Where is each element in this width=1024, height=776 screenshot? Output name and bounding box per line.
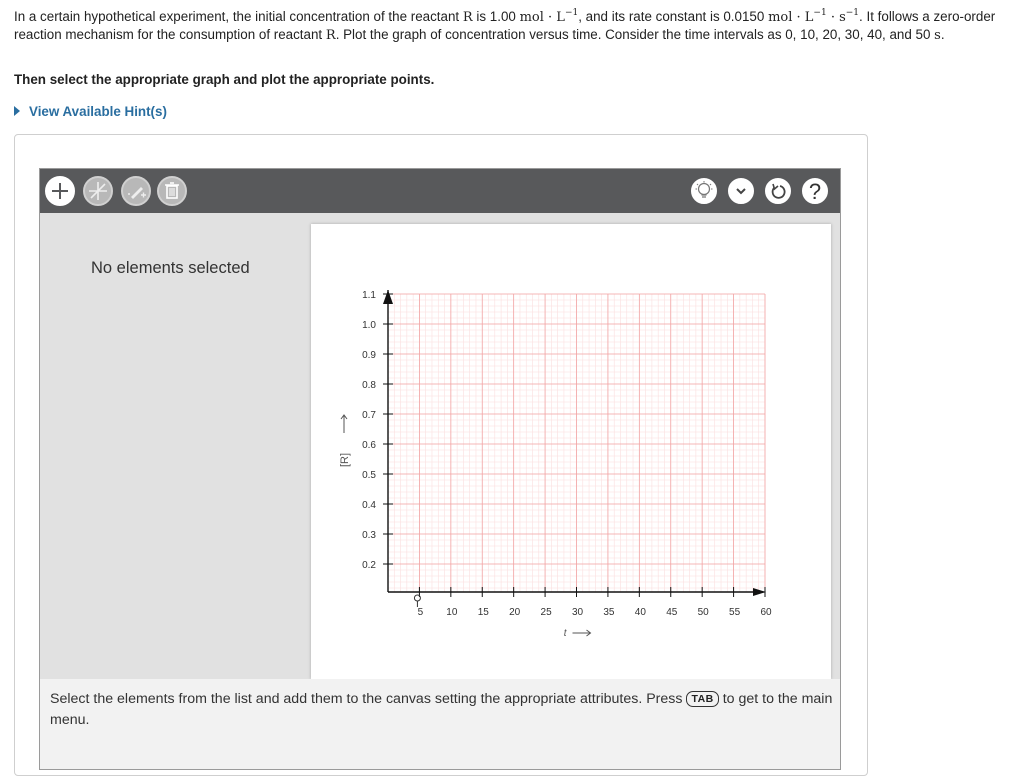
lightbulb-icon bbox=[691, 178, 717, 204]
origin-marker bbox=[414, 595, 420, 601]
y-axis-arrow bbox=[383, 290, 393, 304]
x-tick-label: 25 bbox=[540, 607, 552, 618]
x-tick-label: 15 bbox=[477, 607, 489, 618]
selection-status: No elements selected bbox=[91, 259, 250, 277]
y-tick-label: 0.2 bbox=[362, 560, 376, 571]
x-tick-label: 50 bbox=[697, 607, 709, 618]
x-tick-label: 5 bbox=[417, 607, 424, 618]
help-button[interactable] bbox=[800, 176, 830, 206]
x-tick-label: 60 bbox=[760, 607, 772, 618]
x-tick-label: 55 bbox=[729, 607, 741, 618]
instructions-footer: Select the elements from the list and add them to the canvas setting the appropriate attributes. Press TAB to get to the main menu. bbox=[40, 679, 840, 769]
plus-icon bbox=[47, 178, 73, 204]
x-tick-label: 35 bbox=[603, 607, 615, 618]
svg-text:?: ? bbox=[808, 179, 822, 204]
x-tick-label: 30 bbox=[571, 607, 584, 618]
graphing-tool bbox=[39, 168, 841, 770]
delete-button[interactable] bbox=[157, 176, 187, 206]
edit-button[interactable] bbox=[121, 176, 151, 206]
options-dropdown-button[interactable] bbox=[726, 176, 756, 206]
expand-triangle-icon bbox=[14, 106, 20, 116]
reset-button[interactable] bbox=[763, 176, 793, 206]
help-icon bbox=[802, 178, 828, 204]
x-tick-label: 20 bbox=[509, 607, 521, 618]
instruction-text: Then select the appropriate graph and plot the appropriate points. bbox=[14, 72, 435, 87]
concentration-time-chart[interactable] bbox=[311, 224, 831, 679]
chevron-down-icon bbox=[728, 178, 754, 204]
x-axis-label-arrow bbox=[573, 630, 591, 636]
reset-icon bbox=[765, 178, 791, 204]
y-tick-label: 0.4 bbox=[362, 500, 376, 511]
edit-pencil-icon bbox=[123, 178, 149, 204]
y-tick-label: 0.7 bbox=[362, 410, 376, 421]
hint-button[interactable] bbox=[689, 176, 719, 206]
trash-icon bbox=[159, 178, 185, 204]
y-axis-label: [R] bbox=[339, 452, 351, 467]
y-tick-label: 0.3 bbox=[362, 530, 376, 541]
y-tick-label: 1.0 bbox=[362, 320, 376, 331]
y-tick-label: 0.5 bbox=[362, 470, 376, 481]
draw-line-button[interactable] bbox=[83, 176, 113, 206]
y-tick-label: 1.1 bbox=[362, 290, 376, 301]
add-element-button[interactable] bbox=[45, 176, 75, 206]
y-tick-label: 0.6 bbox=[362, 440, 376, 451]
y-tick-label: 0.8 bbox=[362, 380, 376, 391]
x-axis-label: t bbox=[563, 628, 567, 639]
x-tick-label: 45 bbox=[666, 607, 678, 618]
x-axis-arrow bbox=[753, 588, 766, 596]
toolbar bbox=[40, 169, 840, 213]
element-list-panel bbox=[40, 213, 305, 679]
view-hints-link[interactable]: View Available Hint(s) bbox=[14, 104, 167, 119]
graph-canvas[interactable] bbox=[311, 224, 831, 679]
no-line-icon bbox=[85, 178, 111, 204]
y-tick-label: 0.9 bbox=[362, 350, 376, 361]
question-text: In a certain hypothetical experiment, the initial concentration of the reactant R is 1.00 mol · $L^{-1}$, and its rate constant is 0.0150 mol · $L^{-1} \cdot s^{-1}$. It follows a zero-order reaction mechanism for the consumption of reactant R. Plot the graph of concentration versus time. Consider the time intervals as 0, 10, 20, 30, 40, and 50 s. bbox=[14, 8, 996, 43]
x-tick-label: 40 bbox=[634, 607, 646, 618]
x-tick-label: 10 bbox=[446, 607, 458, 618]
y-axis-label-arrow bbox=[341, 415, 347, 433]
tab-key-badge: TAB bbox=[686, 691, 718, 707]
